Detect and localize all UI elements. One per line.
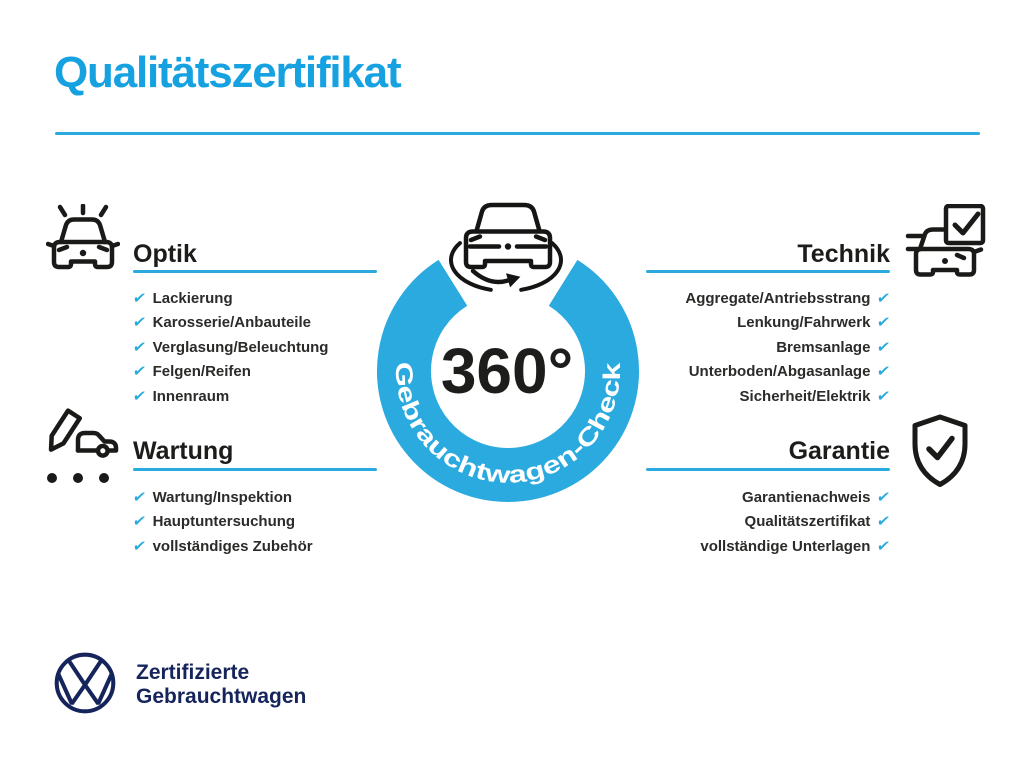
checklist-item-label: Bremsanlage bbox=[776, 338, 871, 356]
checklist-item-label: Innenraum bbox=[152, 387, 230, 405]
checklist-item bbox=[133, 311, 328, 336]
checklist-item-label: Sicherheit/Elektrik bbox=[739, 387, 871, 405]
check-icon: ✔ bbox=[875, 536, 892, 555]
check-icon: ✔ bbox=[131, 536, 148, 555]
section-title-wartung: Wartung bbox=[133, 437, 234, 465]
check-icon: ✔ bbox=[875, 512, 892, 531]
section-title-optik: Optik bbox=[133, 240, 197, 268]
checklist-item bbox=[133, 534, 313, 559]
check-icon: ✔ bbox=[131, 362, 148, 381]
pencil-car-checklist-icon bbox=[38, 404, 124, 492]
sparkling-car-icon bbox=[46, 204, 120, 284]
brand-claim-line1: Zertifizierte bbox=[136, 661, 250, 684]
car-with-checkbox-icon bbox=[902, 204, 986, 288]
checklist-item bbox=[133, 360, 328, 385]
checklist-item-label: Lackierung bbox=[152, 289, 233, 307]
checklist-optik bbox=[133, 286, 328, 409]
section-rule-garantie bbox=[646, 468, 890, 471]
checklist-item-label: vollständige Unterlagen bbox=[700, 537, 871, 555]
checklist-item-label: Verglasung/Beleuchtung bbox=[152, 338, 329, 356]
badge-degrees-label: 360° bbox=[440, 335, 574, 407]
brand-claim-line2: Gebrauchtwagen bbox=[136, 684, 307, 708]
check-icon: ✔ bbox=[875, 362, 892, 381]
checklist-item bbox=[133, 286, 328, 311]
checklist-item-label: Qualitätszertifikat bbox=[744, 513, 871, 531]
checklist-item-label: Hauptuntersuchung bbox=[152, 513, 296, 531]
check-icon: ✔ bbox=[131, 487, 148, 506]
check-icon: ✔ bbox=[875, 487, 892, 506]
check-icon: ✔ bbox=[131, 288, 148, 307]
checklist-item-label: Felgen/Reifen bbox=[152, 363, 251, 381]
checklist-item-label: Aggregate/Antriebsstrang bbox=[685, 289, 871, 307]
checklist-item bbox=[133, 335, 328, 360]
vw-logo bbox=[52, 650, 118, 716]
checklist-item-label: Wartung/Inspektion bbox=[152, 488, 293, 506]
section-rule-technik bbox=[646, 270, 890, 273]
check-icon: ✔ bbox=[875, 288, 892, 307]
checklist-item-label: Garantienachweis bbox=[742, 488, 871, 506]
checklist-item bbox=[133, 485, 313, 510]
checklist-item bbox=[133, 510, 313, 535]
car-360-rotation-icon bbox=[451, 205, 561, 290]
checklist-item-label: vollständiges Zubehör bbox=[152, 537, 313, 555]
badge-ring-label: Gebrauchtwagen-Check bbox=[389, 361, 627, 489]
checklist-item bbox=[133, 384, 328, 409]
check-icon: ✔ bbox=[131, 337, 148, 356]
check-icon: ✔ bbox=[131, 386, 148, 405]
checklist-item-label: Karosserie/Anbauteile bbox=[152, 314, 311, 332]
check-icon: ✔ bbox=[875, 313, 892, 332]
shield-check-icon bbox=[906, 412, 974, 494]
check-icon: ✔ bbox=[131, 313, 148, 332]
check-icon: ✔ bbox=[875, 337, 892, 356]
checklist-wartung bbox=[133, 485, 313, 559]
360-check-badge bbox=[340, 183, 680, 515]
page-title: Qualitätszertifikat bbox=[54, 48, 401, 97]
brand-claim bbox=[136, 661, 306, 708]
check-icon: ✔ bbox=[131, 512, 148, 531]
checklist-item-label: Lenkung/Fahrwerk bbox=[737, 314, 871, 332]
check-icon: ✔ bbox=[875, 386, 892, 405]
checklist-item bbox=[576, 534, 890, 559]
title-divider bbox=[55, 132, 980, 135]
section-title-technik: Technik bbox=[797, 240, 890, 268]
checklist-item-label: Unterboden/Abgasanlage bbox=[688, 363, 871, 381]
section-title-garantie: Garantie bbox=[788, 437, 890, 465]
